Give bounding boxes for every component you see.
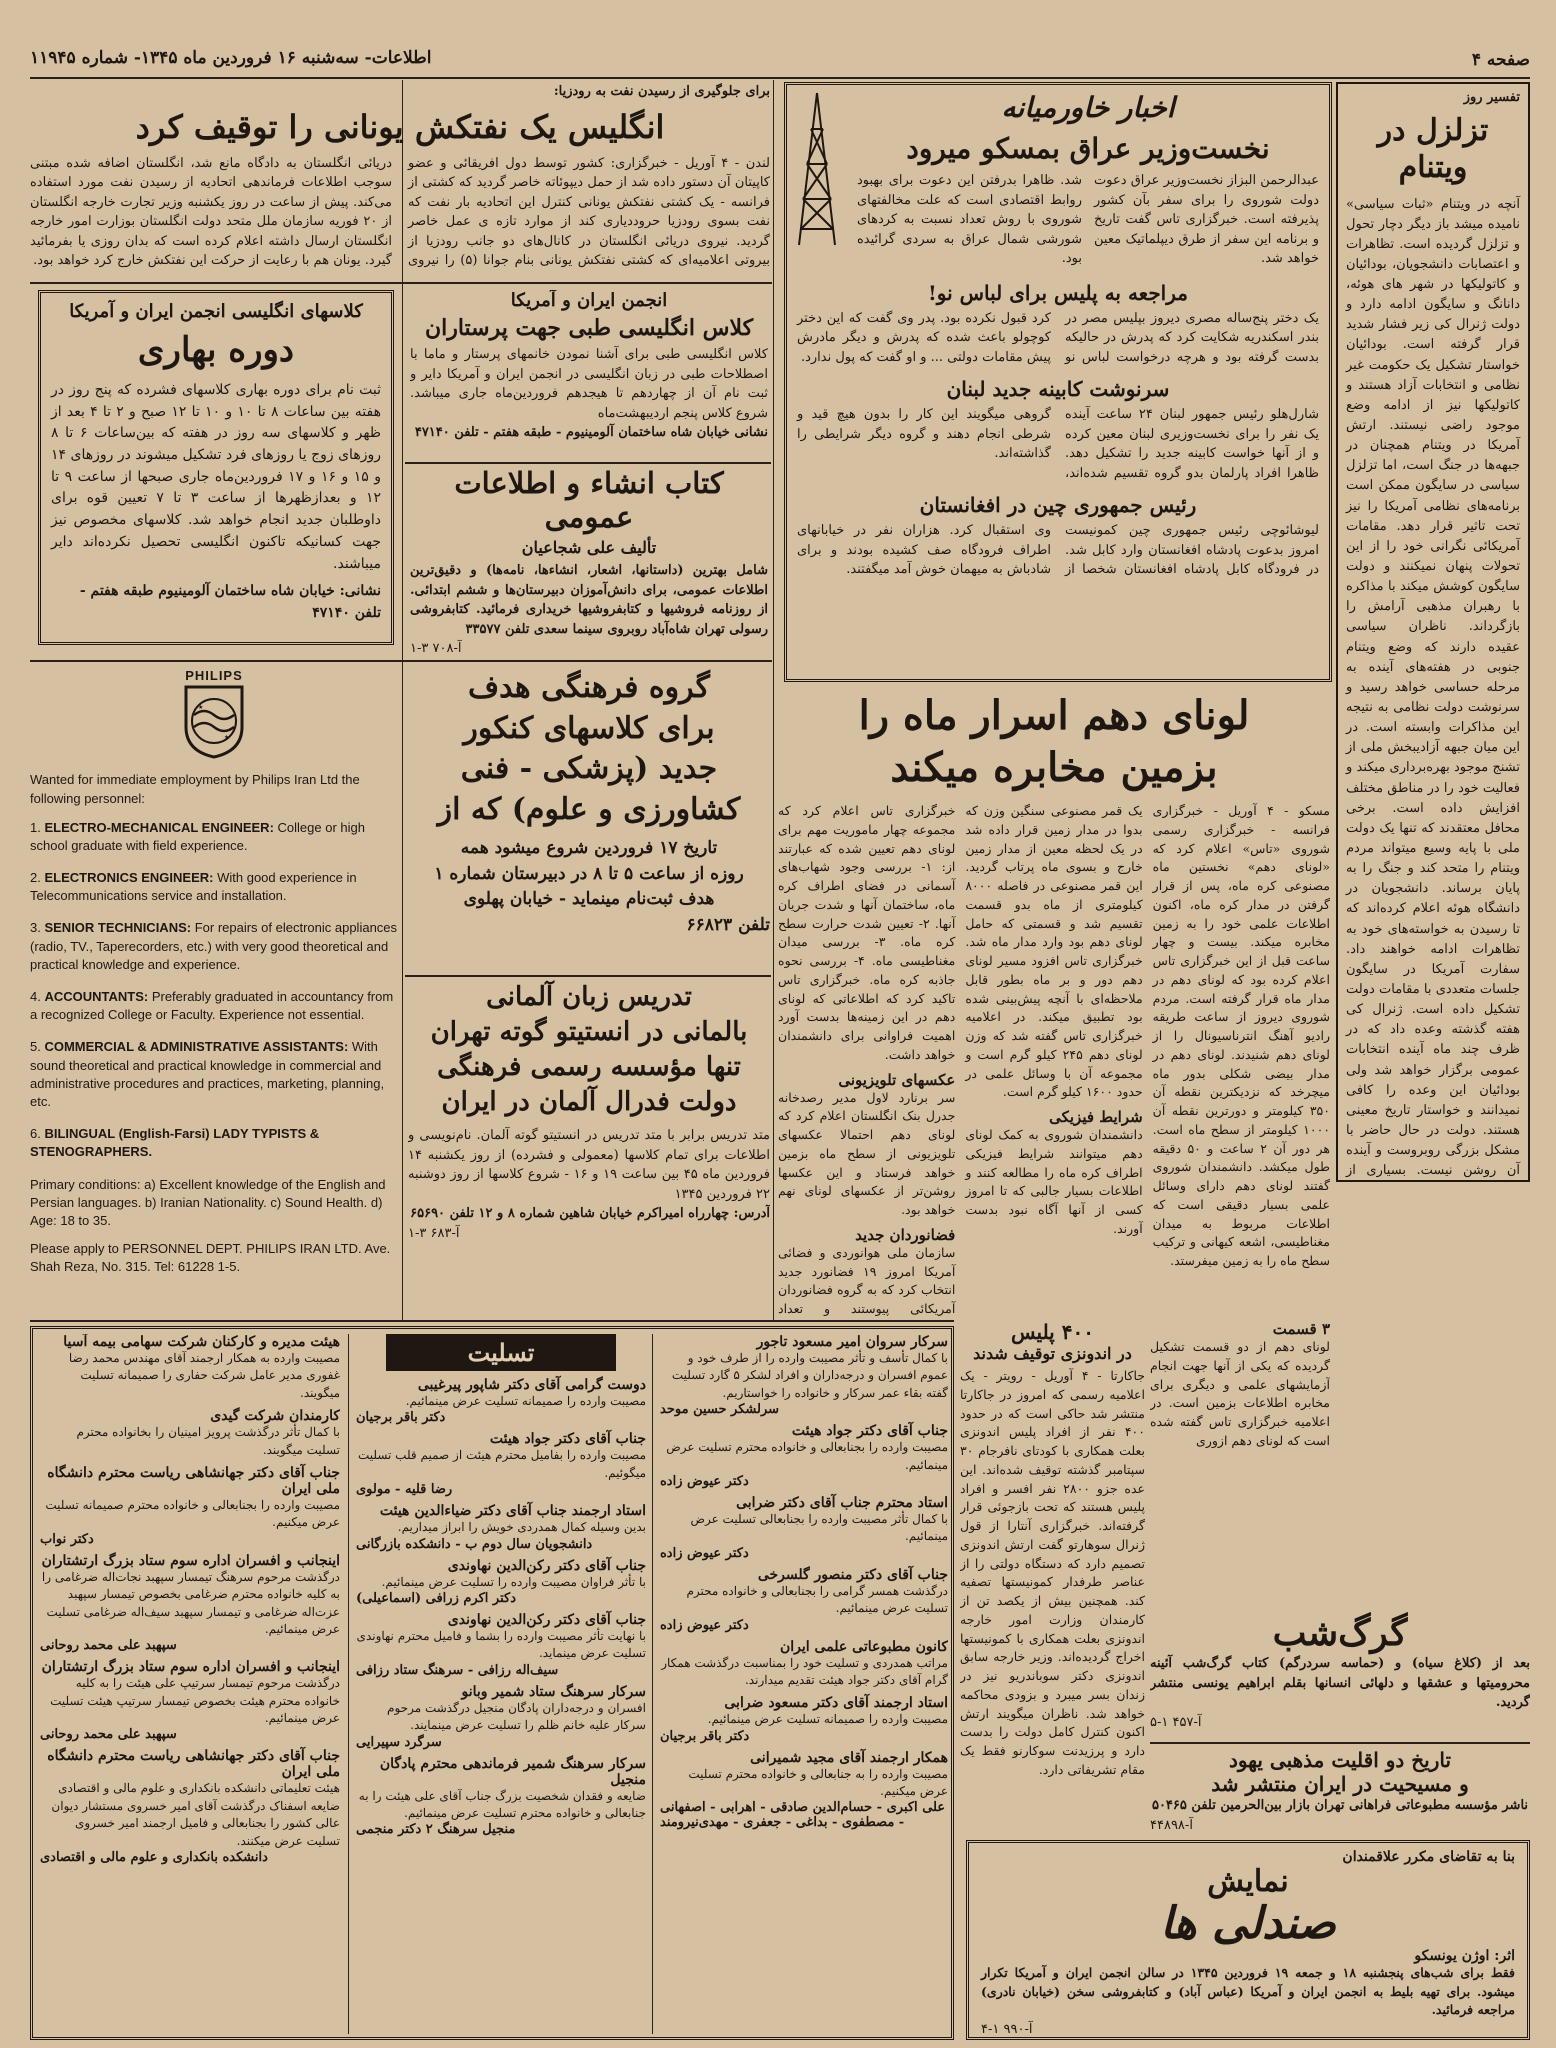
section-rule <box>1150 1742 1530 1744</box>
condolence-notice: هیئت مدیره و کارکنان شرکت سهامی بیمه آسیا مصیبت وارده به همکار ارجمند آقای مهندس محمد رضا غفوری مدیر عامل شرکت حفاری را صمیمانه تسلیت میگویند. <box>63 1334 340 1400</box>
job-item: 2. ELECTRONICS ENGINEER: With good experience in Telecommunications service and installation. <box>30 870 357 904</box>
condolence-notice: جناب آقای دکتر جواد هیئت مصیبت وارده را بجنابعالی و خانواده محترم تسلیت عرض مینمائیم. دکتر عیوض زاده <box>660 1423 948 1489</box>
condolence-notice: همکار ارجمند آقای مجید شمیرانی مصیبت وارده را به جنابعالی و خانواده محترم تسلیت عرض میکنیم. علی اکبری - حسام‌الدین صادقی - اهرابی - اصفهانی - مصطفوی - بداغی - جعفری - مهدی‌نیرومند <box>660 1749 948 1831</box>
story-body: لیوشائوچی رئیس جمهوری چین کمونیست امروز بدعوت پادشاه افغانستان وارد کابل شد. در فرودگاه کابل پادشاه افغانستان شخصا از وی استقبال کرد. هزاران نفر در خیابانهای اطراف فرودگاه صف کشیده بودند و برای شادباش به میهمان خوش آمد میگفتند. <box>797 523 1319 577</box>
issue-date-line: اطلاعات- سه‌شنبه ۱۶ فروردین ماه ۱۳۴۵- شماره ۱۱۹۴۵ <box>30 48 432 68</box>
ad-title: صندلی ها <box>1160 1897 1336 1949</box>
condolence-notice: دوست گرامی آقای دکتر شاپور پیرغیبی مصیبت وارده را صمیمانه تسلیت عرض مینمائیم. دکتر باقر برجیان <box>356 1377 646 1426</box>
book-ad <box>410 466 768 666</box>
chairs-play-ad <box>966 1840 1530 2040</box>
ad-body: بعد از (کلاغ سیاه) و (حماسه سردرگم) کتاب گرگ‌شب آئینه محرومیتها و عشقها و دلهائی انسانها بقلم ابراهیم یونسی منتشر گردید. <box>1150 1656 1530 1710</box>
story-kicker: برای جلوگیری از رسیدن نفت به رودزیا: <box>553 84 770 99</box>
ad-code: آ-۶۸۳ ۳-۱ <box>408 1225 460 1241</box>
job-item: 1. ELECTRO-MECHANICAL ENGINEER: College or high school graduate with field experience. <box>30 819 365 853</box>
story-body: شد. ظاهرا بدرفتن این دعوت برای بهبود روابط اقتصادی است که علت مخالفتهای شوروی با روش تعداد نسبت به کردهای شورشی شمال عراق به سردی گرائیده بود. <box>857 173 1082 266</box>
goethe-german-ad <box>408 980 770 1318</box>
ad-line: تاریخ ۱۷ فروردین شروع میشود همه <box>460 838 718 858</box>
column-rule <box>773 80 774 1320</box>
ad-phone: تلفن ۶۶۸۲۳ <box>686 914 770 935</box>
ad-line: دولت فدرال آلمان در ایران <box>441 1087 737 1118</box>
section-rule <box>405 462 771 464</box>
ad-code: آ-۷۰۸ ۳-۱ <box>410 641 462 656</box>
condolence-notice: جناب آقای دکتر منصور گلسرخی درگذشت همسر گرامی را بجنابعالی و خانواده محترم تسلیت عرض مینمائیم. دکتر عیوض زاده <box>660 1566 948 1633</box>
philips-logo <box>174 668 254 763</box>
section-rule <box>30 660 772 662</box>
section-rule <box>405 975 771 977</box>
job-list <box>30 819 398 1162</box>
ad-conditions: Primary conditions: a) Excellent knowledge of the English and Persian languages. b) Iranian Nationality. c) Sound Health. d) Age: 18 to 35. <box>30 1176 386 1228</box>
ad-author: تألیف علی شجاعیان <box>521 538 657 557</box>
story-headline: لونای دهم اسرار ماه را <box>858 692 1250 739</box>
story-headline: نخست‌وزیر عراق بمسکو میرود <box>906 132 1270 165</box>
nurses-class-ad <box>410 290 768 460</box>
story-headline: ۴۰۰ پلیس <box>1011 1320 1094 1344</box>
condolence-column <box>356 1334 646 2034</box>
story-body: یک قمر مصنوعی سنگین وزن که بدوا در مدار زمین قرار داده شد در یک لحظه معین از مدار زمین خارج و بسوی ماه پرتاب گردید. این قمر مصنوعی در فاصله ۸۰۰۰ کیلومتری از ماه بدو قسمت تقسیم شد و قسمتی که حامل لونای دهم بود وارد مدار ماه شد. خبرگزاری تاس افزود مسیر لونای دهم دور و بر ماه بطور قابل ملاحظه‌ای با آنچه پیش‌بینی شده بود تطبیق میکند. در اعلامیه خبرگزاری تاس گفته شد که وزن لونای دهم ۲۴۵ کیلو گرم است و مجموعه آن با وسائل علمی در حدود ۱۶۰۰ کیلو گرم است. <box>965 803 1143 1100</box>
middle-east-news-box <box>784 82 1332 682</box>
ad-author: اثر: اوژن یونسکو <box>1414 1947 1515 1964</box>
condolence-column <box>660 1334 948 2034</box>
condolence-column <box>40 1334 340 2034</box>
ad-title: کلاس انگلیسی طبی جهت پرستاران <box>424 315 754 341</box>
condolence-notice: سرکار سرهنگ شمیر فرماندهی محترم پادگان منجیل ضایعه و فقدان شخصیت بزرگ جناب آقای علی هیئت را به جنابعالی و خانواده محترم تسلیت عرض مینمائیم. منجیل سرهنگ ۲ دکتر منجمی <box>356 1755 646 1838</box>
ad-subtitle: دوره بهاری <box>137 330 295 370</box>
condolence-notice: جناب آقای دکتر رکن‌الدین نهاوندی با نهایت تأثر مصیبت وارده را بشما و فامیل محترم نهاوندی تسلیت عرض مینماید. سیف‌اله رزافی - سرهنگ ستاد رزافی <box>356 1611 646 1678</box>
story-body: دانشمندان شوروی به کمک لونای دهم میتوانند شرایط فیزیکی اطراف کره ماه را مطالعه کنند و اطلاعات بسیار جالبی که تا امروز کسی از آنها آگاه نبود بدست آورند. <box>965 1127 1143 1236</box>
ad-line: تاریخ دو اقلیت مذهبی یهود <box>1228 1748 1452 1772</box>
condolence-notice: کارمندان شرکت گیدی با کمال تأثر درگذشت پرویز امینیان را بخانواده محترم تسلیت میگویند. <box>76 1408 340 1457</box>
tanker-story <box>30 82 770 277</box>
story-headline: در اندونزی توقیف شدند <box>973 1344 1132 1363</box>
ad-code: آ-۴۵۷ ۱-۵ <box>1150 1714 1202 1730</box>
ad-line: روزه از ساعت ۵ تا ۸ در دبیرستان شماره ۱ <box>434 863 744 884</box>
ad-kicker: انجمن ایران و آمریکا <box>510 290 668 311</box>
indonesia-police-story <box>960 1320 1145 1840</box>
story-headline: انگلیس یک نفتکش یونانی را توقیف کرد <box>135 107 665 146</box>
ad-address: آدرس: چهارراه امیراکرم خیابان شاهین شماره ۸ و ۱۲ تلفن ۶۵۶۹۰ <box>410 1206 770 1222</box>
subhead: سرنوشت کابینه جدید لبنان <box>946 377 1170 401</box>
story-body: یک دختر پنج‌ساله مصری دیروز بپلیس مصر در بندر اسکندریه شکایت کرد که پدرش در حالیکه بدست گرفته بود و هرچه درخواست لباس نو کرد قبول نکرده بود. پدر وی گفت که این دختر کوچولو باعث شده که پدرش و دیگر مادرش پیش مقامات دولتی ... و او گفت که پول ندارد. <box>797 310 1319 365</box>
subhead: رئیس جمهوری چین در افغانستان <box>919 493 1197 517</box>
story-column <box>1153 802 1330 1320</box>
luna-continuation <box>1150 1320 1330 1610</box>
condolence-notice: استاد ارجمند جناب آقای دکتر ضیاءالدین هیئت بدین وسیله کمال همدردی خویش را ابراز میداریم. دانشجویان سال دوم ب - دانشکده بازرگانی <box>356 1503 646 1552</box>
oil-derrick-icon <box>793 89 841 249</box>
philips-wordmark: PHILIPS <box>185 668 243 683</box>
condolence-notice: جناب آقای دکتر جهانشاهی ریاست محترم دانشگاه ملی ایران هیئت تعلیماتی دانشکده بانکداری و علوم مالی و اقتصادی ضایعه اسفناک درگذشت آقای امیر خسروی مستشار دیوان عالی کشور را بجنابعالی و فامیل ارجمند امیر خسروی تسلیت عرض میکنند. دانشکده بانکداری و علوم مالی و اقتصادی <box>40 1748 340 1866</box>
subhead: عکسهای تلویزیونی <box>838 1070 956 1089</box>
subhead: فضانوردان جدید <box>855 1225 956 1244</box>
story-body: مسکو - ۴ آوریل - خبرگزاری فرانسه - خبرگزاری رسمی شوروی «تاس» اعلام کرد که «لونای دهم» نخستین ماه مصنوعی کره ماه، پس از قرار گرفتن در مدار کره ماه، اکنون اطلاعات علمی خود را به زمین مخابره میکند. بیست و چهار ساعت قبل از این خبرگزاری تاس اعلام کرده بود که لونای دهم در مدار ماه قرار گرفته است. مردم شوروی دیروز از ساعت طریقه رادیو آهنگ انترناسیونال را از لونای دهم شنیدند. لونای دهم در مدار بیضی شکلی بدور ماه میچرخد که نزدیکترین نقطه آن ۳۵۰ کیلومتر و دورترین نقطه آن ۱۰۰۰ کیلومتر از سطح ماه است. هر دور آن ۲ ساعت و ۵۰ دقیقه طول میکشد. دانشمندان شوروی گفتند لونای دهم دارای وسائل علمی بسیار دقیقی است که اطلاعات مربوط به میدان مغناطیسی، اشعه کیهانی و ترکیب سطح ماه را به زمین میفرستد. <box>1152 803 1330 1268</box>
condolence-notice: جناب آقای دکتر جواد هیئت مصیبت وارده را بفامیل محترم هیئت از صمیم قلب تسلیت میگوئیم. رضا قلیه - مولوی <box>356 1431 646 1498</box>
column-headline: تزلزل در ویتنام <box>1377 112 1489 185</box>
story-headline: بزمین مخابره میکند <box>890 744 1218 791</box>
condolence-notice: کانون مطبوعاتی علمی ایران مراتب همدردی و تسلیت خود را بمناسبت درگذشت همکار گرام آقای دکتر جواد هیئت تقدیم میدارند. <box>661 1638 948 1687</box>
subhead: ۳ قسمت <box>1272 1320 1330 1338</box>
column-body: آنچه در ویتنام «ثبات سیاسی» نامیده میشد باز دیگر دچار تحول و تزلزل گردیده است. تظاهرات و اعتصابات دانشجویان، بودائیان و کاتولیکها در شهر های هوئه، دانانگ و سایگون ادامه دارد و دولت ژنرال کی زیر فشار شدید قرار گرفته است. بودائیان خواستار تشکیل یک حکومت غیر نظامی و انتخابات آزاد هستند و کاتولیکها نیز از ادامه وضع موجود راضی نیستند. ارتش آمریکا در ویتنام همچنان در جبهه‌ها در جنگ است، اما تزلزل سیاسی در سایگون ممکن است برنامه‌های نظامی آمریکا را نیز تحت تاثیر قرار دهد. مقامات آمریکائی نگرانی خود را از این تحولات پنهان نمیکنند و دولت سایگون کوشش میکند با مذاکره با رهبران مذهبی آرامش را بازگرداند. ناظران سیاسی عقیده دارند که وضع ویتنام جنوبی در هفته‌های آینده به مرحله حساسی خواهد رسید و سرنوشت دولت نظامی به نتیجه این مذاکرات وابسته است. در این میان جبهه آزادیبخش ملی از تشنج موجود بهره‌برداری میکند و فعالیت خود را در مناطق مختلف افزایش داده است. برخی محافل معتقدند که تنها یک دولت ملی با پایه وسیع میتواند مردم ویتنام را متحد کند و جنگ را به پایان برساند. دانشجویان در دانشگاه هوئه اعلام کرده‌اند که تا رسیدن به خواسته‌های خود به تظاهرات ادامه خواهند داد. سفارت آمریکا در سایگون جلسات متعددی با مقامات دولت تشکیل داده است. ژنرال کی هفته گذشته وعده داد که در ظرف چند ماه آینده انتخابات عمومی برگزار خواهد شد ولی بودائیان این وعده را کافی نمیدانند و خواستار تاریخ معینی هستند. دولت در حال حاضر با مشکل بزرگی روبروست و آینده آن روشن نیست. بسیاری از <box>1346 196 1520 1179</box>
ad-code: آ-۹۹۰ ۱-۴ <box>981 2022 1033 2038</box>
luna-10-story <box>778 690 1330 1320</box>
subhead: مراجعه به پلیس برای لباس نو! <box>928 280 1188 305</box>
ad-address: نشانی: خیابان شاه ساختمان آلومینیوم طبقه هفتم - تلفن ۴۷۱۴۰ <box>79 583 381 621</box>
job-item: 4. ACCOUNTANTS: Preferably graduated in accountancy from a recognized College or Faculty. Experience not essential. <box>30 989 394 1023</box>
ad-line: جدید (پزشکی - فنی <box>460 751 718 786</box>
ad-line: بالمانی در انستیتو گوته تهران <box>430 1017 748 1048</box>
svg-text:★: ★ <box>224 734 230 741</box>
section-title: اخبار خاورمیانه <box>1001 91 1175 124</box>
job-item: 5. COMMERCIAL & ADMINISTRATIVE ASSISTANTS: With sound theoretical and practical knowledge in commercial and administrative procedures and practices, marketing, planning, etc. <box>30 1039 385 1109</box>
story-body: سازمان ملی هوانوردی و فضائی آمریکا امروز ۱۹ فضانورد جدید انتخاب کرد که به گروه فضانوردان آمریکائی پیوستند و تعداد <box>778 1244 956 1316</box>
ad-title: گرگ‌شب <box>1272 1612 1408 1654</box>
ad-body: متد تدریس برابر با متد تدریس در انستیتو گوته آلمان. نام‌نویسی و اطلاعات برای تمام کلاسها (معمولی و فشرده) از روز یکشنبه ۱۴ فروردین ماه ۴۵ بین ساعت ۱۹ و ۱۶ - شروع کلاسها از روز دوشنبه ۲۲ فروردین ۱۳۴۵ <box>408 1128 770 1202</box>
hadaf-konkur-ad <box>408 668 770 968</box>
philips-shield-icon <box>182 683 246 759</box>
story-body: لندن - ۴ آوریل - خبرگزاری: کشور توسط دول افریقائی و عضو کاپیتان آن دستور داده شد از حمل دیپوئاته خاصر گردید که کشتی از فرانسه - یک کشتی نفتکش یونانی کنترل این اتحادیه بار نفت که نفت بسوی رودزیا حروددیاری کند از موارد تازه ی عمل خاصر گردید. نیروی دریائی انگلستان در کانال‌های دو جانب رودزیا از بیروتی اعلامیه‌ای که کشتی نفتکش یونانی بنام جوانا (۵) را نیروی دریائی انگلستان به دادگاه مانع شد، انگلستان اضافه شده مبتنی سوجب اطلاعات فرماندهی اتحادیه از رسیدن نفت مورد استفاده می‌کند. پیش از ساعت در روز یکشنبه وزیر تجارت خارجه انگلستان از ۲۰ فوریه سازمان ملل متحد دولت انگلستان بوزارت امور خارجه انگلستان ارسال داشته اعلام کرده است که بدان روزی یا بفرمائید گیرد. یونان هم با رعایت از حرکت این نفتکش خارج کرد خواهد بود. <box>30 155 770 268</box>
ad-address: نشانی خیابان شاه ساختمان آلومینیوم - طبقه هفتم - تلفن ۴۷۱۴۰ <box>414 425 768 440</box>
gorg-shab-book-ad <box>1150 1612 1530 1737</box>
ad-line: و مسیحیت در ایران منتشر شد <box>1211 1772 1469 1796</box>
vietnam-commentary <box>1336 82 1530 1182</box>
page-number: صفحه ۴ <box>1471 50 1530 70</box>
condolence-notice: سرکار سروان امیر مسعود تاجور با کمال تأسف و تأثر مصیبت وارده را از طرف خود و عموم افسران و درجه‌داران و افراد لشکر ۵ گارد تسلیت گفته بقاء عمر سرکار و خانواده را خواستاریم. سرلشکر حسین موحد <box>660 1334 948 1418</box>
condolence-notice: استاد ارجمند آقای دکتر مسعود ضرابی مصیبت وارده را صمیمانه تسلیت عرض مینمائیم. دکتر باقر برجیان <box>660 1695 948 1744</box>
ad-apply: Please apply to PERSONNEL DEPT. PHILIPS IRAN LTD. Ave. Shah Reza, No. 315. Tel: 61228 1-5. <box>30 1241 391 1275</box>
ad-title: کتاب انشاء و اطلاعات عمومی <box>454 466 724 534</box>
ad-line: گروه فرهنگی هدف <box>468 670 710 705</box>
ad-body: کلاس انگلیسی طبی برای آشنا نمودن خانمهای پرستار و ماما با اصطلاحات طبی در زبان انگلیسی در انجمن ایران و آمریکا دایر و ثبت نام آن از چهاردهم تا هیجدهم فروردین‌ماه جاری میباشد. شروع کلاس پنجم اردیبهشت‌ماه <box>410 347 768 421</box>
ad-line: ناشر مؤسسه مطبوعاتی فراهانی تهران بازار بین‌الحرمین تلفن ۵۰۴۶۵ <box>1151 1798 1529 1813</box>
ad-title: کلاسهای انگلیسی انجمن ایران و آمریکا <box>69 301 363 322</box>
condolence-banner: تسلیت <box>386 1334 616 1371</box>
condolence-notice: سرکار سرهنگ ستاد شمیر وبانو افسران و درجه‌داران پادگان منجیل درگذشت مرحوم سرکار علیه خانم ظلم را تسلیت عرض مینمایند. سرگرد سپیرایی <box>356 1683 646 1750</box>
condolence-notice: اینجانب و افسران اداره سوم ستاد بزرگ ارتشتاران درگذشت مرحوم تیمسار سرتیپ علی هیئت را به کلیه خانواده محترم هیئت بخصوص تیمسار سرتیپ هیئت تسلیت عرض مینمائیم. سپهبد علی محمد روحانی <box>40 1659 340 1743</box>
ad-title: نمایش <box>1207 1864 1289 1899</box>
column-rule <box>348 1334 349 2034</box>
story-body: سر برنارد لاول مدیر رصدخانه جدرل بنک انگلستان اعلام کرد که لونای دهم احتمالا عکسهای تلویزیونی از سطح ماه بزمین خواهد فرستاد و این عکسها روشن‌تر از عکسهای لونای نهم خواهد بود. <box>778 1089 956 1217</box>
column-kicker: تفسیر روز <box>1463 90 1520 105</box>
ad-body: شامل بهترین (داستانها، اشعار، انشاءها، نامه‌ها) و دقیق‌ترین اطلاعات عمومی، برای دانش‌آموزان دبیرستان‌ها و ششم ابتدائی. از روزنامه فروشیها و کتابفروشیها خریداری فرمائید. کتابفروشی رسولی تهران شاه‌آباد روبروی سینما سعدی تلفن ۳۳۵۷۷ <box>410 563 768 637</box>
ad-line: تنها مؤسسه رسمی فرهنگی <box>437 1052 741 1083</box>
job-item: 6. BILINGUAL (English-Farsi) LADY TYPISTS & STENOGRAPHERS. <box>30 1126 320 1160</box>
story-body: خبرگزاری تاس اعلام کرد که مجموعه چهار ماموریت مهم برای لونای دهم تعیین شده که عبارتند از: ۱- بررسی وجود شهاب‌های آسمانی در فضای اطراف کره ماه، ساختمان آنها و شدت جریان آنها. ۲- تعیین شدت حرارت سطح کره ماه. ۳- بررسی میدان مغناطیسی ماه. ۴- بررسی نحوه جاذبه کره ماه. خبرگزاری تاس تاکید کرد که اطلاعاتی که لونای دهم در این زمینه‌ها بدست آورد اهمیت فراوانی برای دانشمندان خواهد داشت. <box>778 803 956 1062</box>
condolence-notice: جناب آقای دکتر رکن‌الدین نهاوندی با تأثر فراوان مصیبت وارده را تسلیت عرض مینمائیم. دکتر اکرم زرافی (اسماعیلی) <box>356 1557 646 1606</box>
story-body: جاکارتا - ۴ آوریل - رویتر - یک اعلامیه رسمی که امروز در جاکارتا منتشر شد حاکی است که در حدود ۴۰۰ نفر از افراد پلیس اندونزی بعلت همکاری با کودتای نافرجام ۳۰ سپتامبر گذشته توقیف شده‌اند. این عده جزو ۲۸۰۰ نفر افسر و افراد پلیس هستند که تحت بازجوئی قرار گرفته‌اند. خبرگزاری آنتارا از قول ژنرال سوهارتو گفت ارتش اندونزی تصمیم دارد که دستگاه دولتی را از عناصر طرفدار کمونیستها تصفیه کند. همچنین بیش از یکصد تن از کارمندان وزارت امور خارجه اندونزی بعلت همکاری با کمونیستها اخراج گردیده‌اند. وزیر خارجه سابق اندونزی دکتر سوباندریو نیز در زندان بسر میبرد و بزودی محاکمه خواهد شد. ناظران میگویند ارتش اکنون کنترل کامل دولت را بدست دارد و پرزیدنت سوکارنو فقط یک مقام تشریفاتی دارد. <box>960 1368 1145 1777</box>
story-body: لونای دهم از دو قسمت تشکیل گردیده که یکی از آنها جهت انجام آزمایشهای علمی و دیگری برای مخابره اطلاعات بزمین است. در اعلامیه خبرگزاری تاس گفته شده است که لونای دهم ازوری <box>1150 1339 1330 1448</box>
philips-job-ad <box>30 668 398 1318</box>
story-column <box>778 802 955 1320</box>
irus-class-ad <box>38 290 394 645</box>
story-body: شارل‌هلو رئیس جمهور لبنان ۲۴ ساعت آینده یک نفر را برای نخست‌وزیری لبنان معین کرده و از آنها خواست کابینه جدید را تشکیل دهد. ظاهرا افراد پارلمان بدو گروه تقسیم شده‌اند، گروهی میگویند این کار را بدون هیچ قید و شرطی انجام دهند و گروه دیگر شرایطی را گذاشته‌اند. <box>797 407 1319 481</box>
job-item: 3. SENIOR TECHNICIANS: For repairs of electronic appliances (radio, TV., Taperecorders, etc.) with very good theoretical and practical knowledge and experience. <box>30 920 398 972</box>
minorities-book-ad <box>1150 1748 1530 1836</box>
subhead: شرایط فیزیکی <box>1049 1108 1143 1126</box>
ad-line: کشاورزی و علوم) که از <box>437 791 741 827</box>
ad-body: فقط برای شب‌های پنجشنبه ۱۸ و جمعه ۱۹ فروردین ۱۳۴۵ در سالن انجمن ایران و آمریکا تکرار میشود. برای تهیه بلیط به انجمن ایران و آمریکا (عباس آباد) و کتابفروشی سخن (خیابان نادری) مراجعه فرمائید. <box>981 1964 1515 2018</box>
condolence-notice: جناب آقای دکتر جهانشاهی ریاست محترم دانشگاه ملی ایران مصیبت وارده را بجنابعالی و خانواده محترم صمیمانه تسلیت عرض میکنیم. دکتر نواب <box>40 1464 340 1547</box>
svg-text:★: ★ <box>198 704 204 711</box>
ad-code: آ-۴۴۸۹۸ <box>1150 1817 1193 1833</box>
column-rule <box>652 1334 653 2034</box>
masthead-rule <box>30 77 1530 79</box>
condolence-notice: استاد محترم جناب آقای دکتر ضرابی با کمال تأثر مصیبت وارده را بجنابعالی تسلیت عرض مینمائیم. دکتر عیوض زاده <box>660 1494 948 1561</box>
ad-intro: Wanted for immediate employment by Philips Iran Ltd the following personnel: <box>30 772 360 806</box>
ad-line: تدریس زبان آلمانی <box>486 982 692 1012</box>
ad-line: هدف ثبت‌نام مینماید - خیابان پهلوی <box>463 889 715 909</box>
section-rule <box>30 282 772 284</box>
ad-body: ثبت نام برای دوره بهاری کلاسهای فشرده که پنج روز در هفته بین ساعات ۸ تا ۱۰ و ۱۰ تا ۱۲ صبح و ۲ تا ۴ بعد از ظهر و کلاسهای سه روز در هفته که بین‌ساعات ۶ تا ۸ روزهای زوج یا روزهای فرد تشکیل میشوند در روزهای ۱۴ و ۱۵ و ۱۶ و ۱۷ فروردین‌ماه جاری صبحها از ساعت ۹ تا ۱۲ و بعدازظهرها از ساعت ۳ تا ۷ تعیین قوه برای داوطلبان جدید انجام خواهد شد. کلاسهای مخصوص نیز جهت کسانیکه تاکنون انگلیسی تحصیل نکرده‌اند دایر میباشند. <box>51 382 382 572</box>
section-rule <box>30 1320 954 1322</box>
story-body: عبدالرحمن البزاز نخست‌وزیر عراق دعوت دولت شوروی را برای سفر بآن کشور پذیرفته است. خبرگزاری تاس گفت تاریخ و برنامه این سفر از طرق دیپلماتیک معین خواهد شد. <box>1094 173 1319 266</box>
ad-kicker: بنا به تقاضای مکرر علاقمندان <box>1342 1849 1515 1865</box>
story-column <box>965 802 1142 1320</box>
ad-line: برای کلاسهای کنکور <box>463 710 715 746</box>
condolence-notice: اینجانب و افسران اداره سوم ستاد بزرگ ارتشتاران درگذشت مرحوم سرهنگ تیمسار سپهبد نجات‌اله ضرغامی را به کلیه خانواده محترم ضرغامی بخصوص تیمسار سپهبد عزت‌اله ضرغامی و تیمسار سپهبد سیف‌اله ضرغامی تسلیت عرض مینمائیم. سپهبد علی محمد روحانی <box>40 1552 340 1654</box>
